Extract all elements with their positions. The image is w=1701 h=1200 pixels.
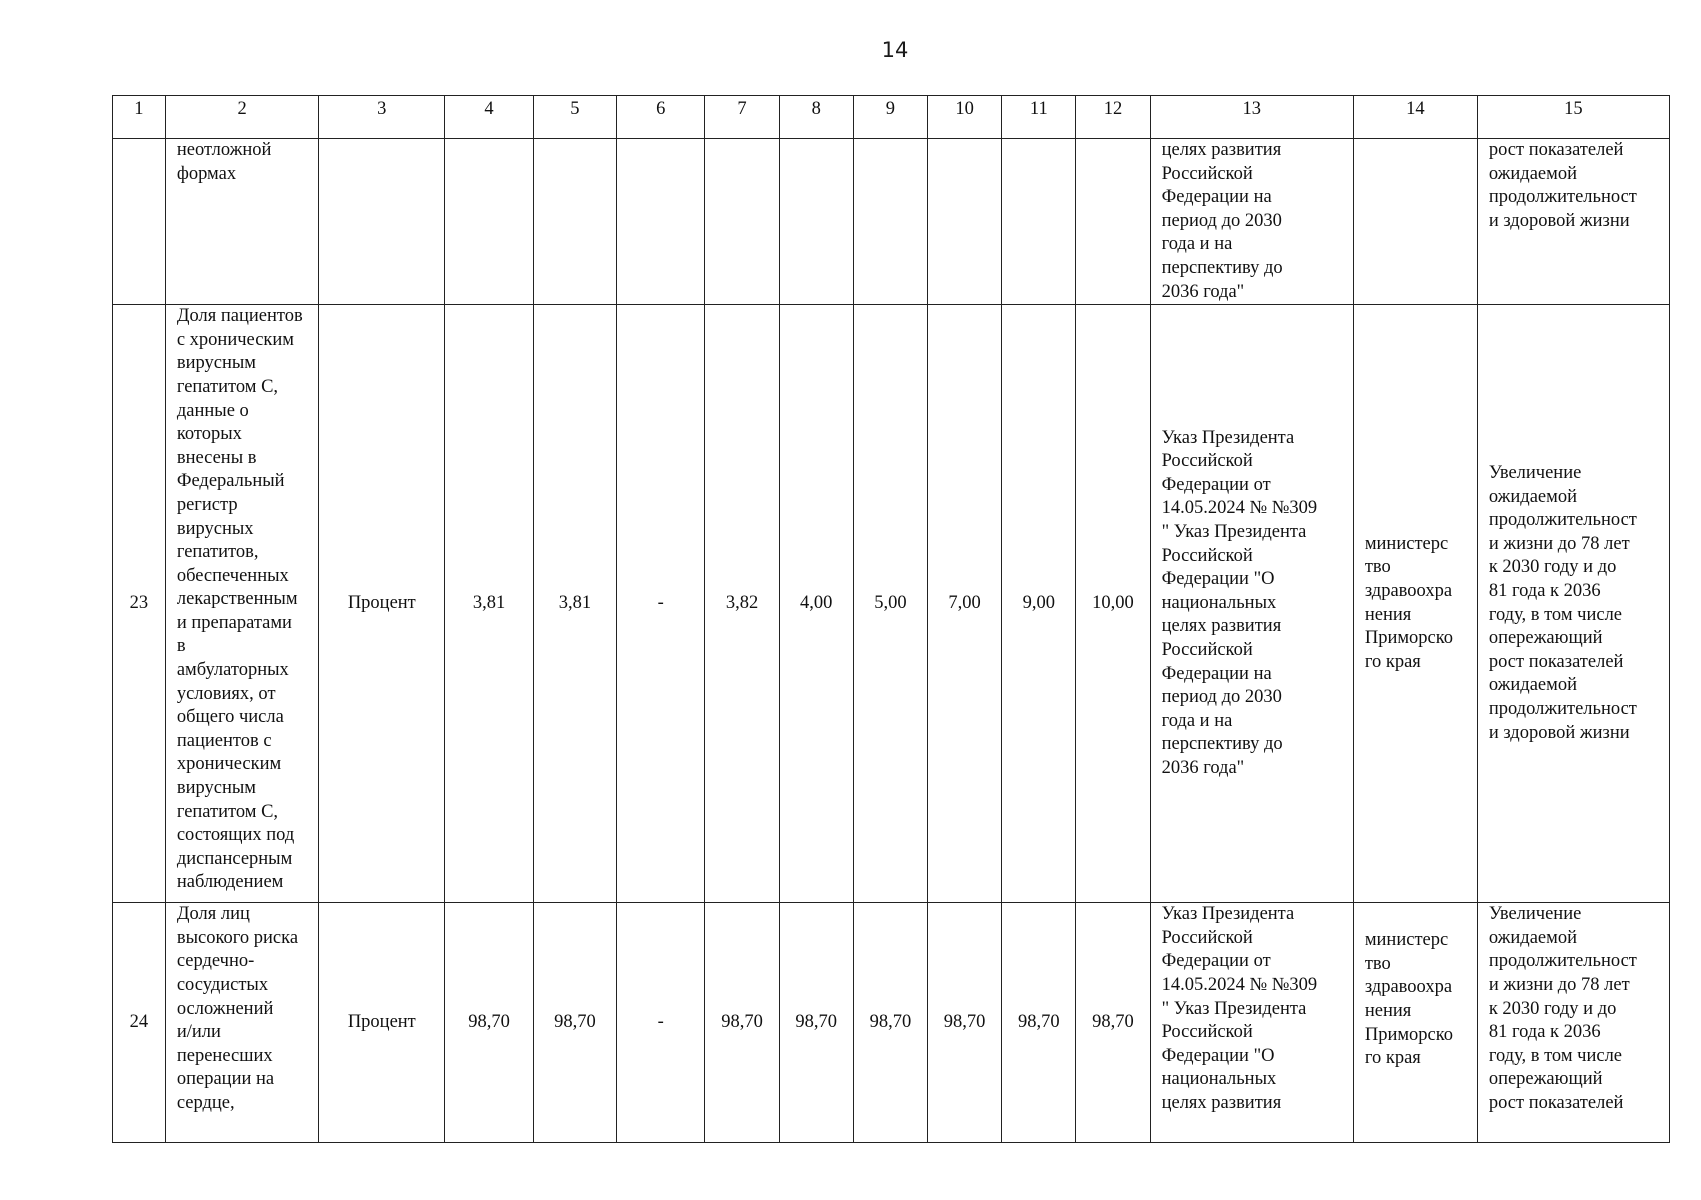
- value-cell: 98,70: [928, 903, 1002, 1143]
- header-cell: 8: [779, 96, 853, 139]
- value-cell: -: [617, 305, 705, 903]
- cell-empty: [533, 139, 616, 305]
- header-row: [113, 96, 1670, 139]
- row-number: 24: [113, 903, 166, 1143]
- header-cell: 10: [928, 96, 1002, 139]
- value-cell: 3,81: [533, 305, 616, 903]
- value-cell: 98,70: [533, 903, 616, 1143]
- value-cell: 3,81: [445, 305, 533, 903]
- value-cell: 98,70: [1002, 903, 1076, 1143]
- table-row: [113, 903, 1670, 1143]
- value-cell: 7,00: [928, 305, 1002, 903]
- header-cell: 15: [1477, 96, 1669, 139]
- header-cell: 6: [617, 96, 705, 139]
- value-cell: 98,70: [1076, 903, 1150, 1143]
- basis-cell: Указ Президента Российской Федерации от 14.05.2024 № №309 " Указ Президента Российской Федерации "О национальных целях развития: [1150, 903, 1353, 1143]
- indicators-table: [112, 95, 1670, 1143]
- cell-empty: [853, 139, 927, 305]
- value-cell: 5,00: [853, 305, 927, 903]
- header-cell: 3: [319, 96, 445, 139]
- header-cell: 9: [853, 96, 927, 139]
- table-row-continued: [113, 139, 1670, 305]
- value-cell: 10,00: [1076, 305, 1150, 903]
- responsible-cell: министерс тво здравоохра нения Приморско го края: [1353, 903, 1477, 1143]
- indicator-name-cell: неотложной формах: [165, 139, 318, 305]
- cell-empty: [779, 139, 853, 305]
- indicator-name-cell: Доля лиц высокого риска сердечно- сосудистых осложнений и/или перенесших операции на сердце,: [165, 903, 318, 1143]
- goal-cell: рост показателей ожидаемой продолжительност и здоровой жизни: [1477, 139, 1669, 305]
- value-cell: 98,70: [705, 903, 779, 1143]
- value-cell: 98,70: [445, 903, 533, 1143]
- basis-cell: целях развития Российской Федерации на период до 2030 года и на перспективу до 2036 года": [1150, 139, 1353, 305]
- cell-empty: [617, 139, 705, 305]
- header-cell: 5: [533, 96, 616, 139]
- header-cell: 7: [705, 96, 779, 139]
- unit-cell: Процент: [319, 903, 445, 1143]
- value-cell: 9,00: [1002, 305, 1076, 903]
- header-cell: 1: [113, 96, 166, 139]
- cell-empty: [319, 139, 445, 305]
- indicator-name-cell: Доля пациентов с хроническим вирусным гепатитом С, данные о которых внесены в Федеральный регистр вирусных гепатитов, обеспеченных лекарственным и препаратами в амбулаторных условиях, от общего числа пациентов с хроническим вирусным гепатитом С, состоящих под диспансерным наблюдением: [165, 305, 318, 903]
- value-cell: 98,70: [779, 903, 853, 1143]
- cell-empty: [1353, 139, 1477, 305]
- row-number: 23: [113, 305, 166, 903]
- cell-empty: [705, 139, 779, 305]
- value-cell: -: [617, 903, 705, 1143]
- goal-cell: Увеличение ожидаемой продолжительност и жизни до 78 лет к 2030 году и до 81 года к 2036 году, в том числе опережающий рост показателей: [1477, 903, 1669, 1143]
- value-cell: 4,00: [779, 305, 853, 903]
- table-row: [113, 305, 1670, 903]
- header-cell: 4: [445, 96, 533, 139]
- cell-empty: [445, 139, 533, 305]
- cell-empty: [113, 139, 166, 305]
- header-cell: 11: [1002, 96, 1076, 139]
- goal-cell: Увеличение ожидаемой продолжительност и жизни до 78 лет к 2030 году и до 81 года к 2036 году, в том числе опережающий рост показателей ожидаемой продолжительност и здоровой жизни: [1477, 305, 1669, 903]
- value-cell: 98,70: [853, 903, 927, 1143]
- responsible-cell: министерс тво здравоохра нения Приморско го края: [1353, 305, 1477, 903]
- value-cell: 3,82: [705, 305, 779, 903]
- header-cell: 12: [1076, 96, 1150, 139]
- header-cell: 13: [1150, 96, 1353, 139]
- cell-empty: [1076, 139, 1150, 305]
- cell-empty: [1002, 139, 1076, 305]
- cell-empty: [928, 139, 1002, 305]
- header-cell: 2: [165, 96, 318, 139]
- header-cell: 14: [1353, 96, 1477, 139]
- unit-cell: Процент: [319, 305, 445, 903]
- basis-cell: Указ Президента Российской Федерации от 14.05.2024 № №309 " Указ Президента Российской Федерации "О национальных целях развития Российской Федерации на период до 2030 года и на перспективу до 2036 года": [1150, 305, 1353, 903]
- page-number: 14: [881, 38, 909, 62]
